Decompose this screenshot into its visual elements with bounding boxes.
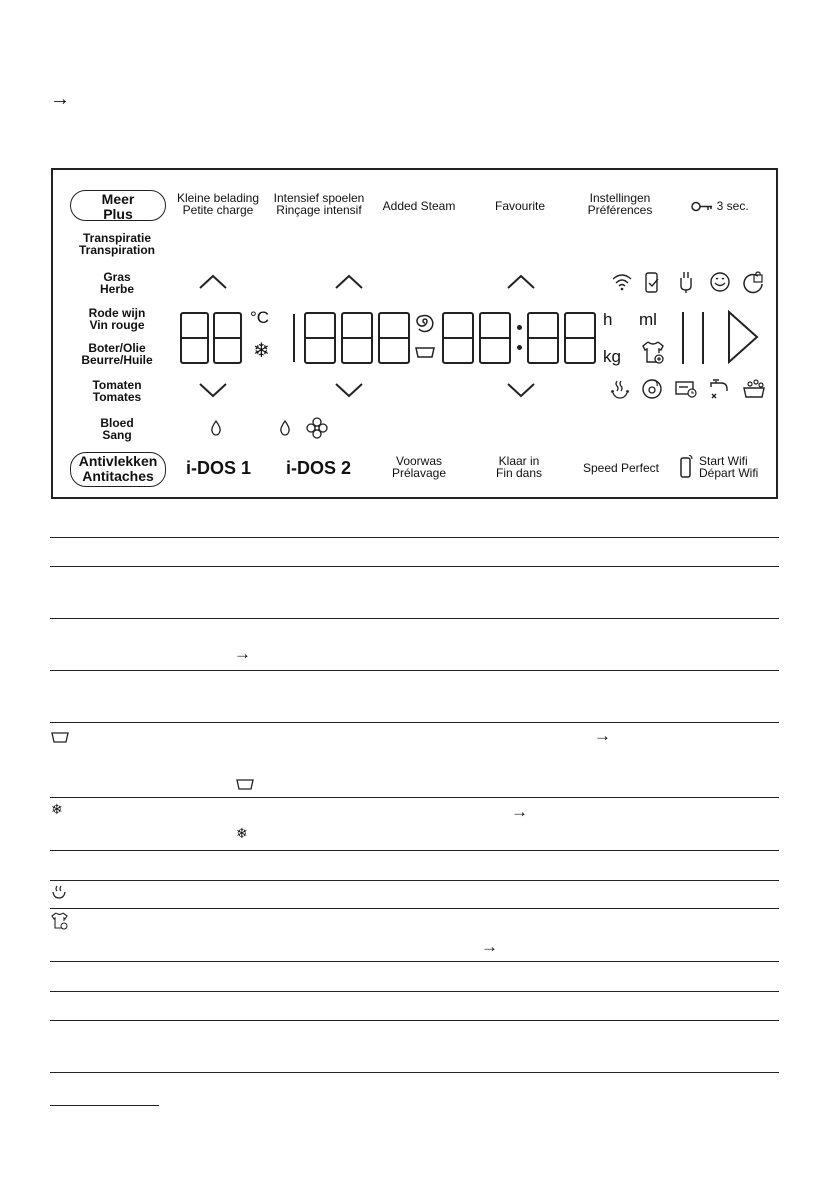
table-rule [50,991,779,992]
idos2-button[interactable]: i-DOS 2 [286,458,352,478]
key-lock-hint[interactable] [685,200,755,212]
stain-bloed[interactable] [62,417,172,441]
flower-icon [306,417,328,439]
option-klaar-in[interactable] [471,455,567,479]
table-rule [50,722,779,723]
stain-label-nl: Boter/Olie [88,341,146,355]
table-arrow: → [234,644,251,663]
temp-up-icon[interactable] [198,274,228,290]
digit-segment [564,337,596,339]
antivlekken-button[interactable] [70,452,166,487]
option-label-fr: Préférences [587,203,653,217]
temp-down-icon[interactable] [198,382,228,398]
stain-label-fr: Transpiration [78,243,155,257]
wifi-label-nl: Start Wifi [699,454,748,468]
smiley-icon [709,271,731,293]
option-label-fr: Rinçage intensif [276,203,362,217]
start-pause-icon[interactable] [726,310,760,364]
colon-dot [517,325,522,330]
stain-label-nl: Gras [103,270,131,284]
option-label-fr: Fin dans [495,466,543,480]
table-arrow: → [481,937,498,956]
meer-plus-label: Meer Plus [101,191,135,222]
option-speed-perfect[interactable] [573,462,669,474]
millilitre-unit: ml [639,310,657,329]
digit-segment [304,337,336,339]
digit-segment [180,337,209,339]
option-instellingen[interactable] [570,192,670,216]
table-arrow: → [594,726,611,745]
wifi-label-fr: Départ Wifi [699,466,759,480]
table-rule [50,908,779,909]
option-kleine-belading[interactable] [168,192,268,216]
pre-wash-tub-icon [51,732,69,744]
stain-boter-olie[interactable] [62,342,172,366]
stain-label-fr: Vin rouge [89,318,145,332]
stain-label-fr: Tomates [92,390,142,404]
stain-label-fr: Beurre/Huile [81,353,153,367]
digit-segment [378,337,410,339]
steam-icon [609,378,631,400]
option-label: Speed Perfect [582,461,660,475]
digit-segment [442,337,474,339]
option-intensief-spoelen[interactable] [269,192,369,216]
digit-segment [341,337,373,339]
stain-label-nl: Tomaten [92,378,142,392]
dosing-timer-icon [674,379,698,399]
table-rule [50,566,779,567]
option-label-nl: Instellingen [589,191,651,205]
spin-up-icon[interactable] [334,274,364,290]
table-rule [50,1072,779,1073]
wifi-icon [611,273,633,291]
antivlekken-label-fr: Antitaches [82,468,154,484]
table-rule [50,618,779,619]
spin-down-icon[interactable] [334,382,364,398]
option-label-nl: Intensief spoelen [273,191,365,205]
digit-one-segment [293,314,295,362]
digit-segment [479,337,511,339]
drop-icon [210,419,222,437]
phone-check-icon [644,270,662,294]
option-label-fr: Prélavage [391,466,447,480]
stain-transpiratie[interactable] [62,232,172,256]
option-added-steam[interactable] [369,200,469,212]
stain-label-nl: Bloed [100,416,134,430]
meer-plus-button[interactable] [70,190,166,221]
control-panel [51,168,778,499]
kilogram-unit: kg [603,347,621,366]
option-label-fr: Petite charge [182,203,254,217]
snowflake-icon: ❄ [51,801,63,817]
shirt-plus-icon [51,912,69,930]
celsius-unit: °C [250,308,270,327]
table-rule [50,670,779,671]
option-favourite[interactable] [470,200,570,212]
table-arrow: → [511,802,528,821]
phone-wifi-icon [679,455,693,479]
start-wifi-button[interactable] [679,455,769,479]
option-label: Favourite [494,199,546,213]
snowflake-icon: ❄ [236,825,248,841]
hours-unit: h [603,310,613,329]
stain-gras[interactable] [62,271,172,295]
option-label-nl: Voorwas [395,454,443,468]
arrow-marker: → [50,88,70,110]
idos1-button[interactable]: i-DOS 1 [186,458,252,478]
colon-dot [517,345,522,350]
table-rule [50,797,779,798]
pre-wash-tub-icon [236,779,254,791]
tap-off-icon [707,377,731,401]
table-rule [50,961,779,962]
table-rule [50,537,779,538]
footnote-rule [50,1105,159,1106]
stain-label-nl: Transpiratie [82,231,152,245]
option-label-nl: Klaar in [498,454,540,468]
spiral-icon [414,312,436,334]
shirt-plus-icon [641,340,665,364]
key-hold-label: 3 sec. [716,199,749,213]
option-label-nl: Kleine belading [176,191,260,205]
remote-start-icon [677,270,697,294]
child-lock-icon [741,270,765,294]
option-label: Added Steam [382,199,456,213]
drum-clean-icon [641,378,663,400]
digit-segment [213,337,242,339]
stain-label-fr: Sang [102,428,132,442]
stain-label-fr: Herbe [99,282,134,296]
stain-label-nl: Rode wijn [88,306,146,320]
table-rule [50,880,779,881]
pre-wash-tub-icon [414,346,436,360]
steam-icon [51,884,67,900]
key-icon [691,201,713,212]
time-up-icon[interactable] [506,274,536,290]
option-voorwas[interactable] [371,455,467,479]
antivlekken-label-nl: Antivlekken [78,453,158,469]
time-down-icon[interactable] [506,382,536,398]
digit-segment [527,337,559,339]
pause-bar [702,312,704,364]
snowflake-icon: ❄ [253,340,270,362]
pause-bar [682,312,684,364]
basket-icon [741,376,767,400]
table-rule [50,1020,779,1021]
table-rule [50,850,779,851]
stain-tomaten[interactable] [62,379,172,403]
stain-rode-wijn[interactable] [62,307,172,331]
drop-icon [279,419,291,437]
